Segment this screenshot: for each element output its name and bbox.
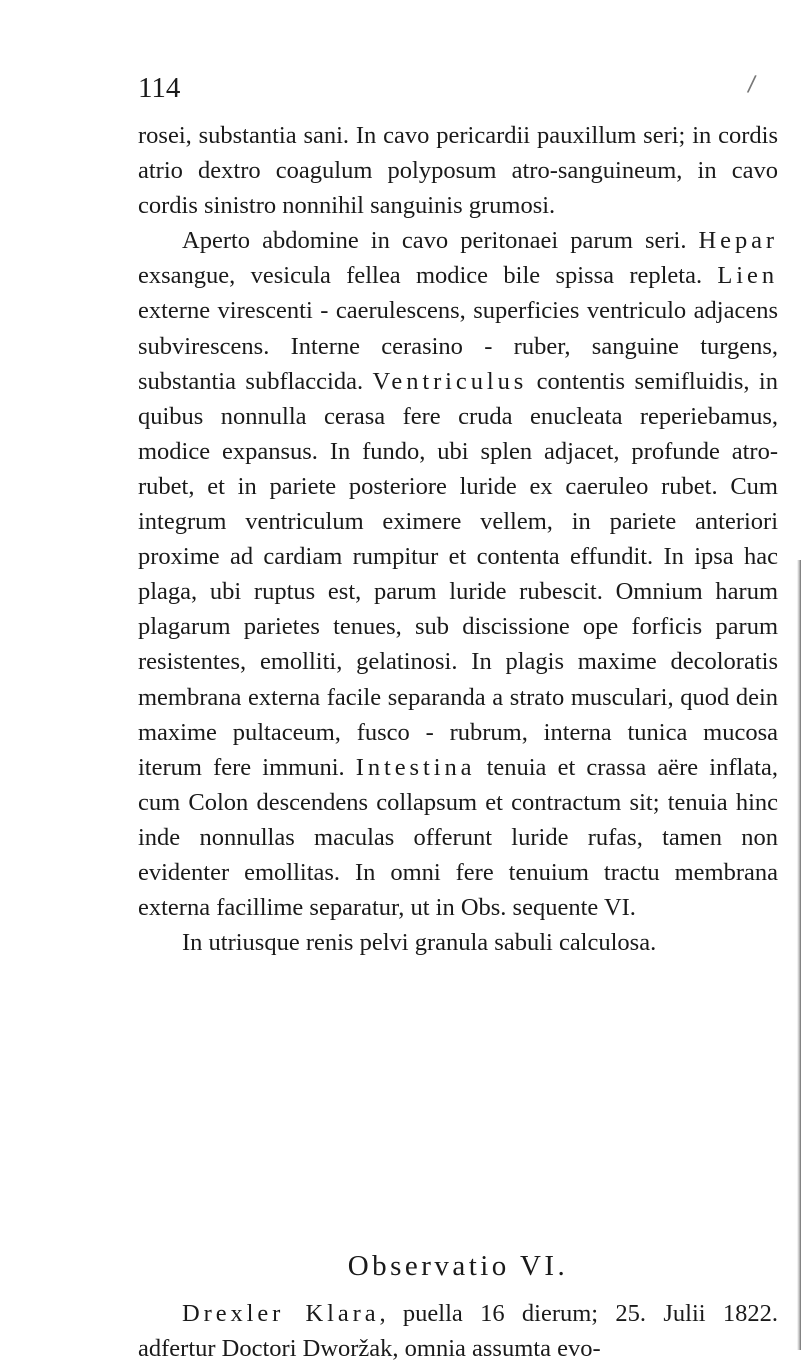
observation-text	[138, 1296, 778, 1366]
paragraph-spaced-term: Hepar	[698, 227, 778, 255]
paragraph-text: In utriusque renis pelvi granula sabuli calculosa.	[182, 929, 657, 957]
body-text	[138, 118, 778, 960]
paragraph-heart	[138, 118, 778, 223]
paragraph-text: externe virescenti - caerulescens, superficies ventriculo adjacens subvirescens. Interne cerasino - ruber, sanguine turgens, substantia subflaccida.	[138, 297, 778, 395]
paragraph-patient	[138, 1296, 778, 1366]
paragraph-text: contentis semifluidis, in quibus nonnulla cerasa fere cruda enucleata reperiebamus, modice expansus. In fundo, ubi splen adjacet, profunde atro-rubet, et in pariete posteriore luride ex caeruleo rubet. Cum integrum ventriculum eximere vellem, in pariete anteriori proxime ad cardiam rumpitur et contenta effundit. In ipsa hac plaga, ubi ruptus est, parum luride rubescit. Omnium harum plagarum parietes tenues, sub discissione ope forficis parum resistentes, emolliti, gelatinosi. In plagis maxime decoloratis membrana externa facile separanda a strato musculari, quod dein maxime pultaceum, fusco - rubrum, interna tunica mucosa iterum fere immuni.	[138, 367, 778, 781]
edge-mark: /	[746, 71, 758, 98]
paragraph-abdomen	[138, 223, 778, 925]
paragraph-text: tenuia et crassa aëre inflata, cum Colon descendens collapsum et contractum sit; tenuia hinc inde nonnullas maculas offerunt luride rufas, tamen non evidenter emollitas. In omni fere tenuium tractu membrana externa facillime separatur, ut in Obs. sequente VI.	[138, 753, 778, 922]
paragraph-kidneys	[138, 925, 778, 960]
patient-spaced-term: Drexler Klara	[182, 1300, 380, 1327]
page-edge-shadow	[797, 560, 801, 1350]
paragraph-spaced-term: Lien	[717, 262, 778, 290]
patient-text: , puella 16 dierum; 25. Julii 1822. adfertur Doctori Dworžak, omnia assumta evo-	[138, 1300, 778, 1363]
observation-heading: Observatio VI.	[347, 1250, 569, 1282]
paragraph-text: exsangue, vesicula fellea modice bile spissa repleta.	[138, 262, 718, 290]
paragraph-spaced-term: Ventriculus	[372, 367, 528, 395]
paragraph-text: Aperto abdomine in cavo peritonaei parum seri.	[182, 227, 699, 255]
paragraph-text: rosei, substantia sani. In cavo pericardii pauxillum seri; in cordis atrio dextro coagulum polyposum atro-sanguineum, in cavo cordis sinistro nonnihil sanguinis grumosi.	[138, 122, 778, 220]
page-number: 114	[138, 72, 181, 104]
paragraph-spaced-term: Intestina	[355, 753, 476, 781]
